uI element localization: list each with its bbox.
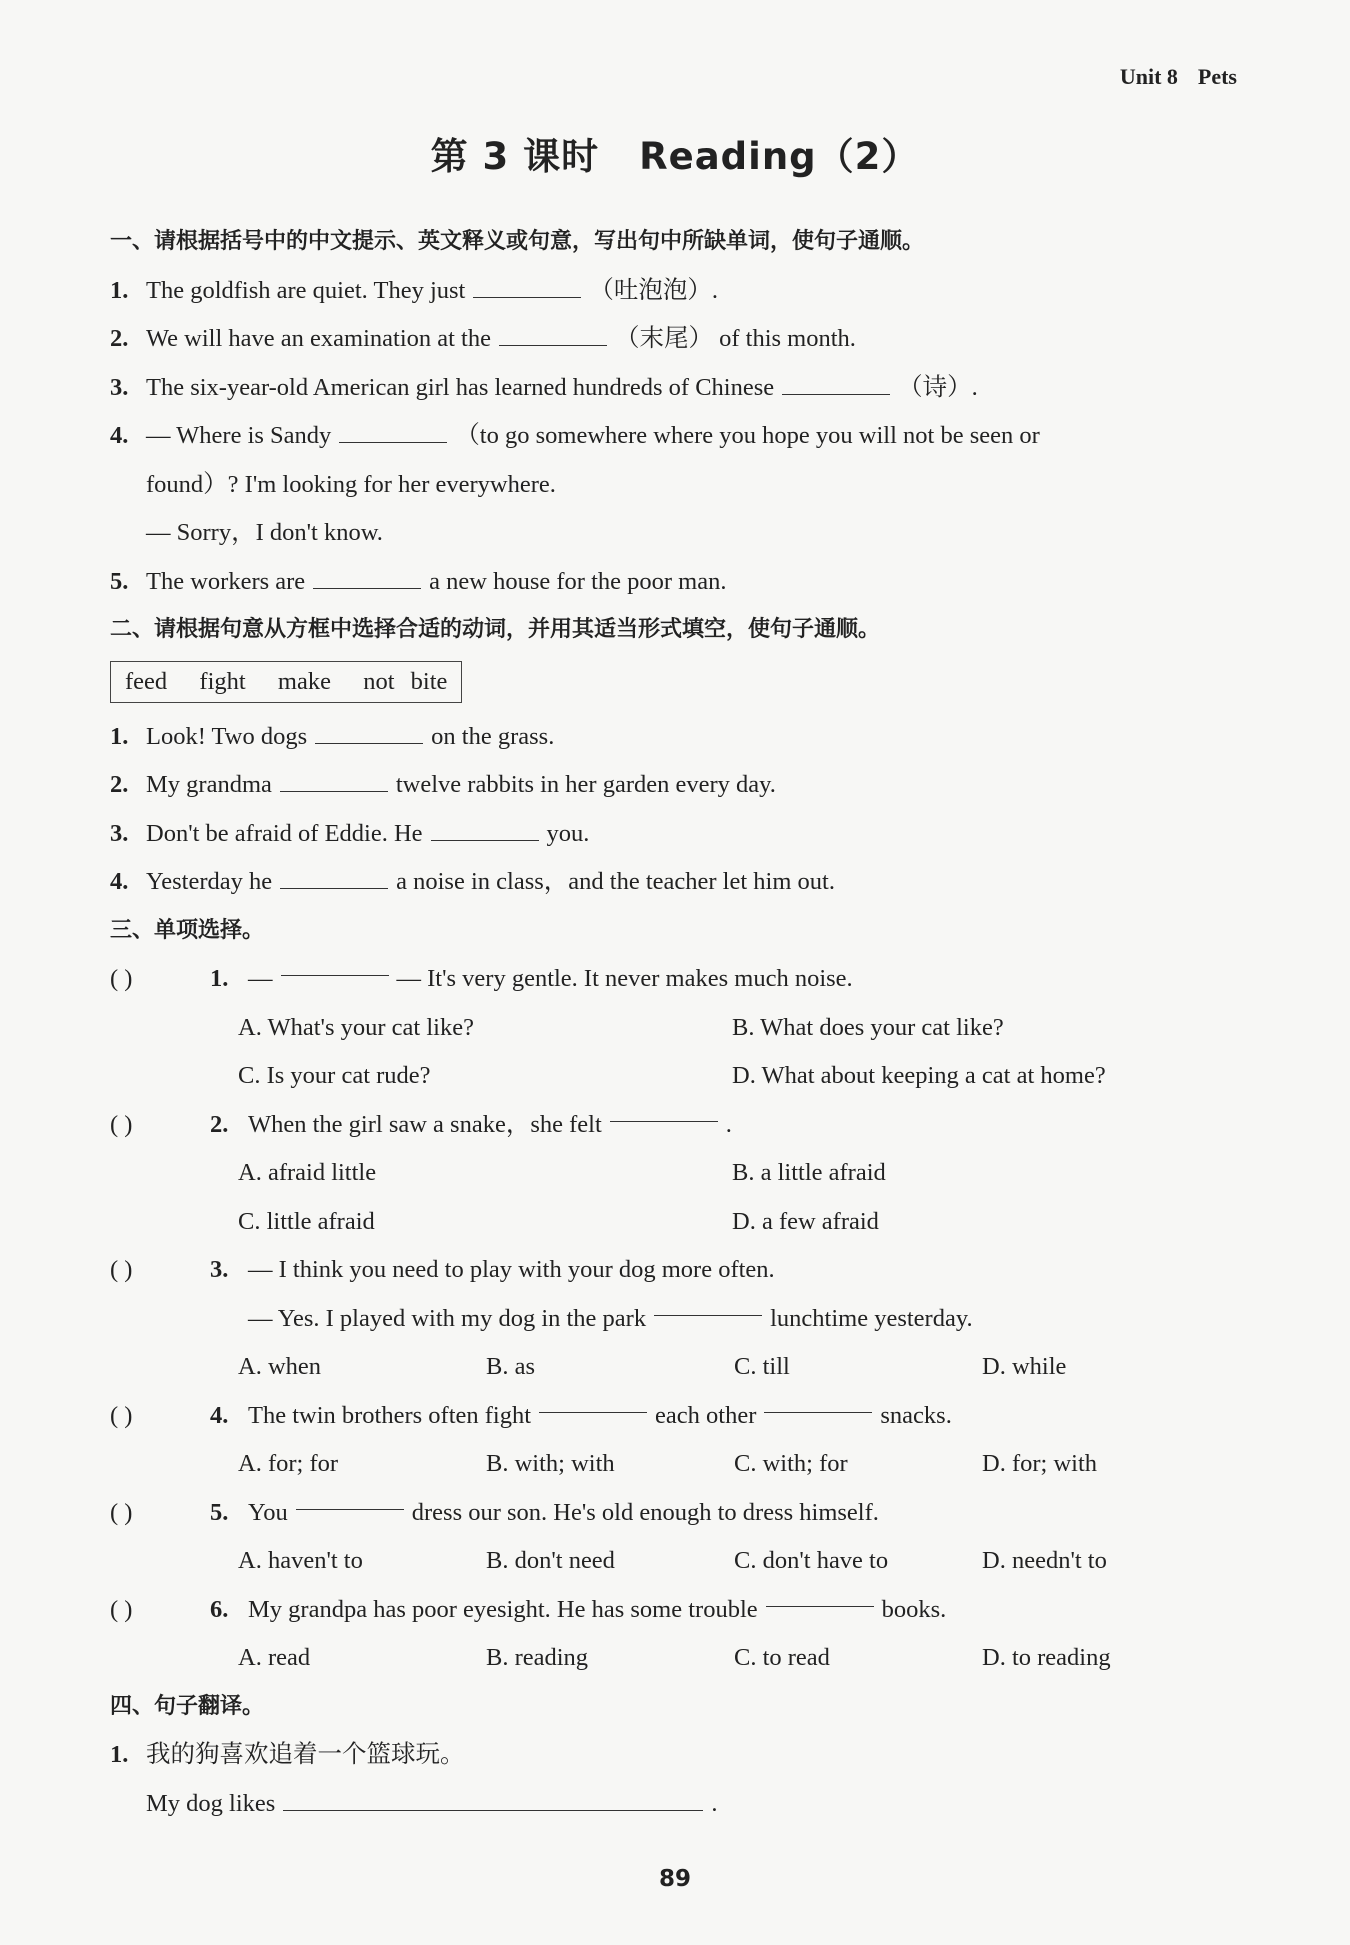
option-d[interactable]: D. needn't to [982, 1547, 1107, 1574]
answer-blank [539, 1392, 647, 1413]
options-row [110, 1149, 1240, 1198]
answer-parentheses[interactable]: ( ) [110, 1110, 133, 1138]
question-number: 3. [210, 1256, 229, 1283]
s1-item-5 [110, 558, 1240, 607]
question-number: 2. [210, 1110, 229, 1138]
translation-start: My dog likes [146, 1789, 276, 1817]
item-text-after: a noise in class，and the teacher let him out. [396, 868, 835, 895]
option-d[interactable]: D. to reading [982, 1644, 1111, 1671]
header-unit: Unit 8 [1119, 64, 1178, 89]
item-text-before: My grandma [146, 771, 272, 798]
section-4-heading: 四、句子翻译。 [110, 1693, 265, 1719]
mc-question-5 [110, 1489, 1240, 1538]
mc-question-6 [110, 1586, 1240, 1635]
answer-parentheses[interactable]: ( ) [110, 1498, 133, 1526]
s2-item-1 [110, 713, 1240, 762]
s4-item-1-translation [110, 1780, 1240, 1829]
mc-question-3-line2 [110, 1295, 1240, 1344]
option-c[interactable]: C. Is your cat rude? [238, 1062, 431, 1089]
section-3-heading: 三、单项选择。 [110, 917, 265, 943]
item-number: 1. [110, 1741, 129, 1768]
option-a[interactable]: A. when [238, 1353, 322, 1380]
s1-item-4-reply: — Sorry，I don't know. [146, 519, 383, 546]
answer-blank [764, 1392, 872, 1413]
option-b[interactable]: B. don't need [486, 1547, 615, 1574]
options-row [110, 1198, 1240, 1247]
item-text-after: （末尾） of this month. [615, 325, 856, 352]
options-row [110, 1537, 1240, 1586]
answer-parentheses[interactable]: ( ) [110, 965, 133, 992]
option-c[interactable]: C. with; for [734, 1450, 848, 1477]
answer-blank [654, 1295, 762, 1316]
options-row [110, 1634, 1240, 1683]
question-text-after: . [725, 1110, 732, 1138]
running-header [1100, 64, 1237, 90]
answer-blank[interactable] [315, 723, 423, 744]
option-c[interactable]: C. don't have to [734, 1547, 889, 1574]
lesson-label: 第 3 课时 [430, 135, 600, 178]
section-1-heading: 一、请根据括号中的中文提示、英文释义或句意，写出句中所缺单词，使句子通顺。 [110, 229, 925, 254]
question-text-before: — [248, 965, 273, 992]
options-row [110, 1343, 1240, 1392]
s1-item-4-continued: found）? I'm looking for her everywhere. [146, 470, 556, 498]
option-c[interactable]: C. to read [734, 1644, 830, 1671]
translation-blank[interactable] [283, 1790, 703, 1811]
question-text-before: My grandpa has poor eyesight. He has some trouble [248, 1595, 758, 1623]
answer-blank[interactable] [499, 325, 607, 346]
s1-item-3 [110, 364, 1240, 413]
option-b[interactable]: B. What does your cat like? [732, 1013, 1004, 1041]
s1-item-4 [110, 412, 1240, 461]
answer-blank [281, 955, 389, 976]
word-bank-box: feed fight make not bite [110, 661, 462, 703]
question-text-before: The twin brothers often fight [248, 1401, 532, 1429]
item-text-after: you. [546, 819, 590, 847]
options-row [110, 1052, 1240, 1101]
answer-blank[interactable] [280, 771, 388, 792]
answer-blank [296, 1489, 404, 1510]
answer-blank[interactable] [431, 820, 539, 841]
answer-blank[interactable] [782, 374, 890, 395]
s2-item-3 [110, 810, 1240, 859]
item-number: 4. [110, 422, 129, 449]
answer-blank [766, 1586, 874, 1607]
item-number: 1. [110, 722, 129, 750]
s2-item-2 [110, 761, 1240, 810]
item-text-after: on the grass. [431, 722, 555, 750]
item-text-before: Yesterday he [146, 868, 273, 895]
question-text-after: — It's very gentle. It never makes much noise. [396, 965, 853, 992]
s1-item-2 [110, 315, 1240, 364]
answer-blank [610, 1101, 718, 1122]
question-text-after: dress our son. He's old enough to dress himself. [411, 1498, 879, 1526]
item-number: 3. [110, 819, 129, 847]
mc-question-3 [110, 1246, 1240, 1295]
item-number: 2. [110, 771, 129, 798]
option-d[interactable]: D. What about keeping a cat at home? [732, 1062, 1106, 1089]
item-text-after: a new house for the poor man. [429, 567, 727, 595]
option-a[interactable]: A. read [238, 1644, 311, 1671]
item-text-before: Don't be afraid of Eddie. He [146, 819, 423, 847]
question-number: 4. [210, 1401, 229, 1429]
item-number: 5. [110, 567, 129, 595]
question-text-after: lunchtime yesterday. [770, 1304, 973, 1332]
translation-end: . [711, 1789, 718, 1817]
option-c[interactable]: C. till [734, 1353, 790, 1380]
option-d[interactable]: D. a few afraid [732, 1207, 879, 1235]
s2-item-4 [110, 858, 1240, 907]
item-text-after: twelve rabbits in her garden every day. [395, 771, 776, 798]
section-2-heading: 二、请根据句意从方框中选择合适的动词，并用其适当形式填空，使句子通顺。 [110, 617, 881, 642]
mc-question-4 [110, 1392, 1240, 1441]
item-number: 4. [110, 868, 129, 895]
chinese-sentence: 我的狗喜欢追着一个篮球玩。 [146, 1741, 465, 1768]
item-text-before: The six-year-old American girl has learned hundreds of Chinese [146, 373, 775, 401]
option-a[interactable]: A. haven't to [238, 1547, 363, 1574]
item-text-before: The workers are [146, 567, 306, 595]
question-text-before: — Yes. I played with my dog in the park [248, 1304, 647, 1332]
question-text-after: snacks. [880, 1401, 952, 1429]
option-b[interactable]: B. as [486, 1353, 535, 1380]
page-title [0, 126, 1350, 180]
item-text-before: The goldfish are quiet. They just [146, 276, 466, 304]
answer-blank[interactable] [339, 422, 447, 443]
options-row [110, 1004, 1240, 1053]
mc-question-1 [110, 955, 1240, 1004]
s1-item-1 [110, 267, 1240, 316]
question-text-before: You [248, 1498, 288, 1526]
option-a[interactable]: A. What's your cat like? [238, 1013, 474, 1041]
s4-item-1 [110, 1731, 1240, 1780]
item-number: 2. [110, 325, 129, 352]
item-number: 3. [110, 373, 129, 401]
option-a[interactable]: A. afraid little [238, 1159, 377, 1186]
answer-blank[interactable] [313, 568, 421, 589]
item-text-after: （诗）. [898, 373, 978, 401]
option-d[interactable]: D. while [982, 1353, 1067, 1380]
lesson-name: Reading（2） [639, 135, 920, 178]
mc-question-2 [110, 1101, 1240, 1150]
item-text-after: （吐泡泡）. [589, 276, 718, 304]
item-text-after: （to go somewhere where you hope you will not be seen or [455, 422, 1040, 449]
option-c[interactable]: C. little afraid [238, 1207, 375, 1235]
question-number: 1. [210, 965, 229, 992]
exercise-content [110, 218, 1240, 1828]
header-topic: Pets [1197, 64, 1237, 89]
options-row [110, 1440, 1240, 1489]
answer-blank[interactable] [473, 277, 581, 298]
answer-parentheses[interactable]: ( ) [110, 1401, 133, 1429]
question-number: 5. [210, 1498, 229, 1526]
option-d[interactable]: D. for; with [982, 1450, 1097, 1477]
page-number: 89 [658, 1866, 691, 1892]
item-number: 1. [110, 276, 129, 304]
item-text-before: Look! Two dogs [146, 722, 308, 750]
question-text-line1: — I think you need to play with your dog more often. [248, 1256, 775, 1283]
question-text-after: books. [881, 1595, 947, 1623]
option-b[interactable]: B. with; with [486, 1450, 615, 1477]
question-number: 6. [210, 1595, 229, 1623]
answer-parentheses[interactable]: ( ) [110, 1256, 133, 1283]
option-a[interactable]: A. for; for [238, 1450, 339, 1477]
answer-blank[interactable] [280, 868, 388, 889]
item-text-before: We will have an examination at the [146, 325, 491, 352]
question-text-mid: each other [655, 1401, 757, 1429]
option-b[interactable]: B. reading [486, 1644, 589, 1671]
question-text-before: When the girl saw a snake，she felt [248, 1110, 602, 1138]
option-b[interactable]: B. a little afraid [732, 1159, 886, 1186]
item-text-before: — Where is Sandy [146, 422, 332, 449]
answer-parentheses[interactable]: ( ) [110, 1595, 133, 1623]
